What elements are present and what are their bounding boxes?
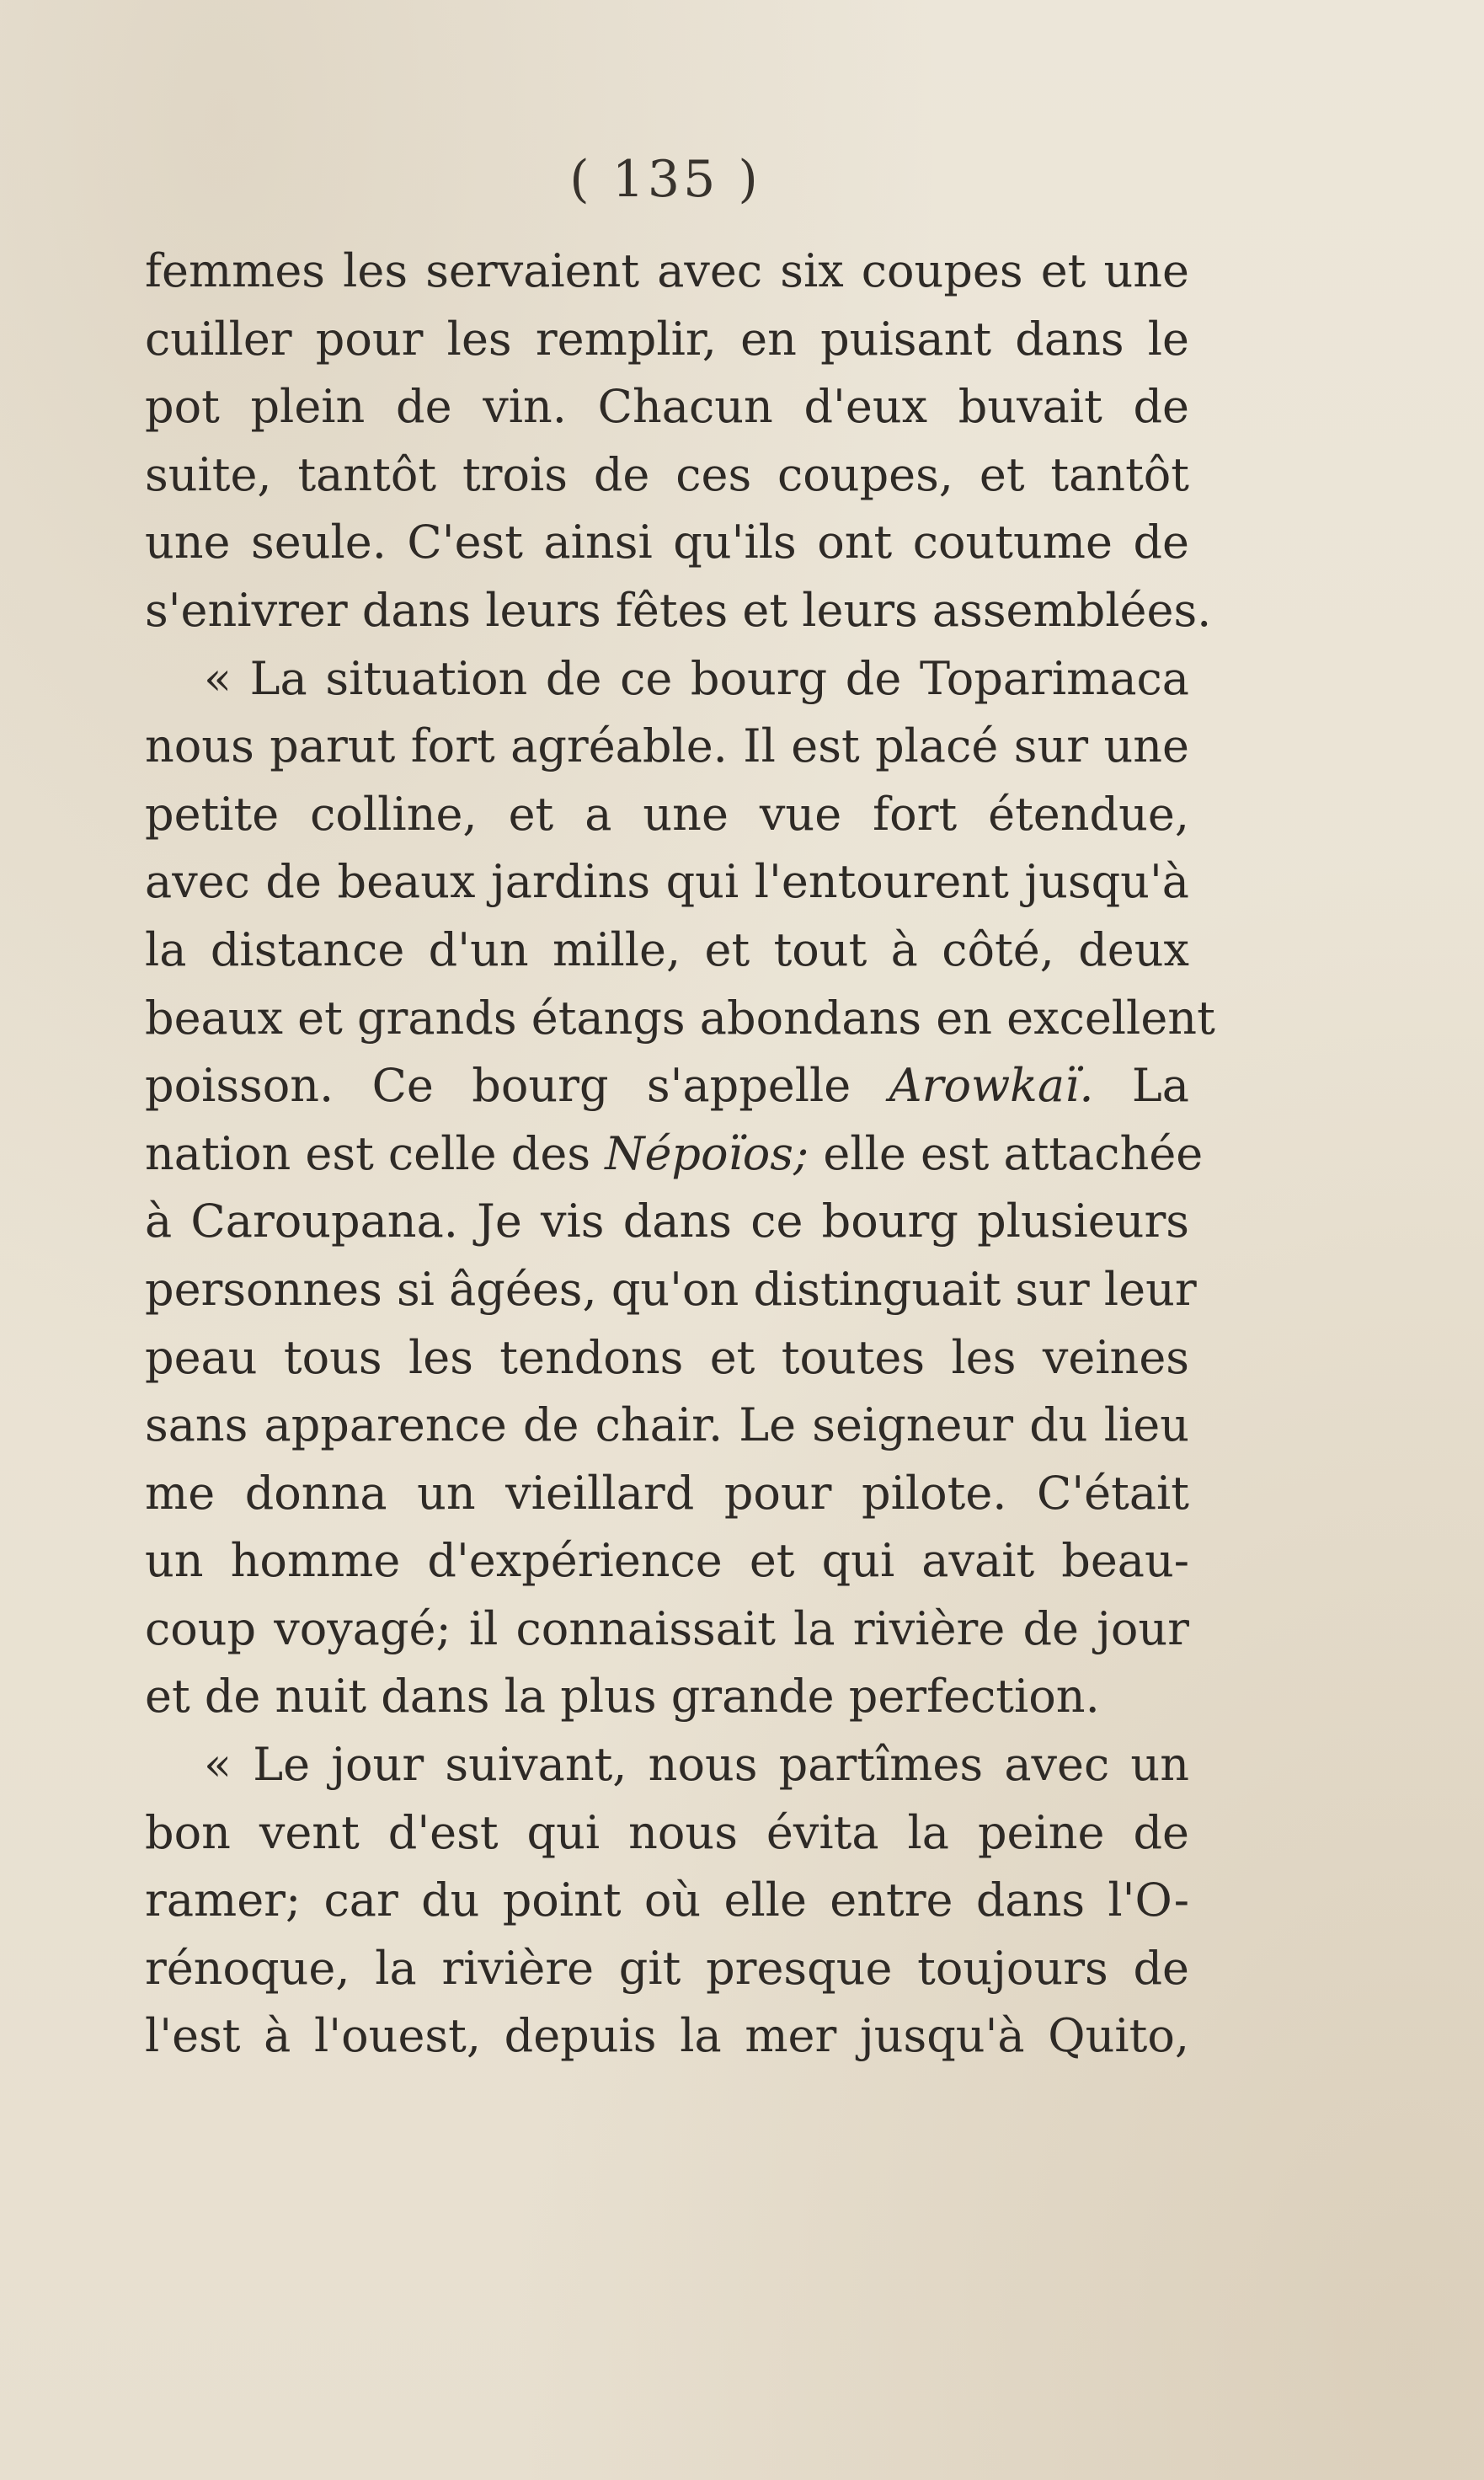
text-line: petite colline, et a une vue fort étendue,	[145, 787, 1189, 841]
text-line-mixed	[145, 1052, 1189, 1120]
text-line: nous parut fort agréable. Il est placé sur une	[145, 719, 1189, 773]
text-segment: La	[1093, 1059, 1189, 1113]
body-text	[145, 238, 1215, 2071]
text-line: me donna un vieillard pour pilote. C'était	[145, 1466, 1189, 1520]
text-segment: elle est attachée	[809, 1126, 1204, 1180]
text-line: l'est à l'ouest, depuis la mer jusqu'à Quito,	[145, 2009, 1189, 2063]
nation-name-nepoios: Népoïos;	[605, 1126, 809, 1180]
text-line: bon vent d'est qui nous évita la peine de	[145, 1805, 1189, 1859]
text-line: s'enivrer dans leurs fêtes et leurs assemblées.	[145, 583, 1212, 637]
text-line: coup voyagé; il connaissait la rivière de jour	[145, 1601, 1189, 1655]
place-name-arowkai: Arowkaï.	[889, 1059, 1094, 1113]
text-line: ramer; car du point où elle entre dans l'O-	[145, 1873, 1189, 1927]
text-line: peau tous les tendons et toutes les veines	[145, 1330, 1189, 1384]
text-line: « Le jour suivant, nous partîmes avec un	[204, 1738, 1189, 1792]
text-line: « La situation de ce bourg de Toparimaca	[204, 651, 1189, 705]
text-line: cuiller pour les remplir, en puisant dans le	[145, 312, 1189, 366]
text-line: femmes les servaient avec six coupes et une	[145, 244, 1189, 297]
text-line: pot plein de vin. Chacun d'eux buvait de	[145, 380, 1189, 434]
text-line: et de nuit dans la plus grande perfection.	[145, 1670, 1100, 1724]
text-line: avec de beaux jardins qui l'entourent jusqu'à	[145, 855, 1189, 909]
text-line: suite, tantôt trois de ces coupes, et tantôt	[145, 447, 1189, 501]
text-segment: nation est celle des	[145, 1126, 606, 1180]
text-line: à Caroupana. Je vis dans ce bourg plusieurs	[145, 1195, 1189, 1248]
text-segment: poisson. Ce bourg s'appelle	[145, 1059, 889, 1113]
text-line: la distance d'un mille, et tout à côté, deux	[145, 922, 1189, 976]
text-line: une seule. C'est ainsi qu'ils ont coutume de	[145, 516, 1189, 569]
text-line: rénoque, la rivière git presque toujours de	[145, 1941, 1189, 1995]
text-line: beaux et grands étangs abondans en excellent	[145, 991, 1215, 1045]
text-line: personnes si âgées, qu'on distinguait sur leur	[145, 1262, 1197, 1316]
text-line: un homme d'expérience et qui avait beau-	[145, 1534, 1189, 1588]
text-line: sans apparence de chair. Le seigneur du lieu	[145, 1398, 1189, 1452]
page-number: ( 135 )	[569, 150, 761, 209]
text-line-mixed	[145, 1120, 1204, 1189]
